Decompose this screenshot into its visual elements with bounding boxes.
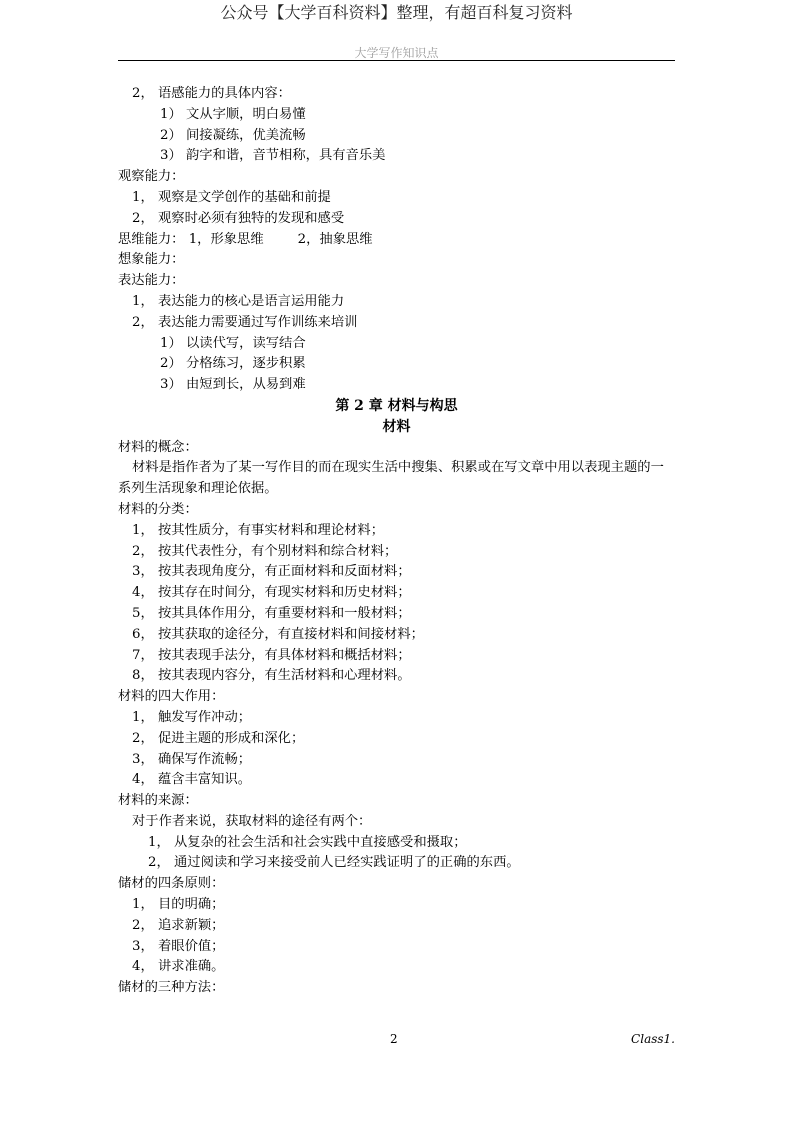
document-body [118, 84, 675, 999]
list-item: 1， 按其性质分，有事实材料和理论材料； [132, 522, 385, 538]
list-item: 5， 按其具体作用分，有重要材料和一般材料； [132, 605, 411, 621]
list-item: 2， 追求新颖； [132, 917, 225, 933]
list-item: 2， 按其代表性分，有个别材料和综合材料； [132, 543, 398, 559]
watermark-banner: 公众号【大学百科资料】整理，有超百科复习资料 [220, 3, 573, 22]
list-item: 3， 确保写作流畅； [132, 751, 252, 767]
thinking-ability-part2: 2，抽象思维 [297, 231, 373, 247]
source-label: 材料的来源： [118, 793, 198, 809]
list-item: 2， 通过阅读和学习来接受前人已经实践证明了的正确的东西。 [148, 855, 520, 871]
header-divider [118, 60, 675, 61]
list-item: 1） 文从字顺，明白易懂 [160, 106, 306, 122]
list-item: 2， 促进主题的形成和深化； [132, 730, 305, 746]
thinking-ability-line [118, 230, 675, 251]
list-item: 3， 按其表现角度分，有正面材料和反面材料； [132, 564, 411, 580]
thinking-ability-part1: 思维能力： 1，形象思维 [118, 231, 264, 247]
footer-class-label: Class1. [631, 1032, 675, 1046]
list-item: 2） 分格练习，逐步积累 [160, 356, 306, 372]
list-item: 1） 以读代写，读写结合 [160, 335, 306, 351]
source-intro: 对于作者来说，获取材料的途径有两个： [132, 813, 372, 829]
section-label: 观察能力： [118, 169, 185, 185]
principles-label: 储材的四条原则： [118, 876, 225, 892]
section-label: 表达能力： [118, 273, 185, 289]
list-item: 8， 按其表现内容分，有生活材料和心理材料。 [132, 668, 411, 684]
list-item: 7， 按其表现手法分，有具体材料和概括材料； [132, 647, 411, 663]
list-item: 4， 讲求准确。 [132, 959, 225, 975]
classification-label: 材料的分类： [118, 501, 198, 517]
list-item: 2， 观察时必须有独特的发现和感受 [132, 210, 345, 226]
page-number: 2 [390, 1032, 398, 1046]
section-label: 想象能力： [118, 252, 185, 268]
list-item: 6， 按其获取的途径分，有直接材料和间接材料； [132, 626, 424, 642]
chapter-title: 第 2 章 材料与构思 [335, 397, 458, 414]
list-item: 3） 韵字和谐，音节相称，具有音乐美 [160, 148, 386, 164]
list-item: 2） 间接凝练，优美流畅 [160, 127, 306, 143]
list-item: 2， 表达能力需要通过写作训练来培训 [132, 314, 358, 330]
list-item: 4， 蕴含丰富知识。 [132, 772, 252, 788]
list-item: 1， 观察是文学创作的基础和前提 [132, 189, 331, 205]
list-item: 3， 着眼价值； [132, 938, 225, 954]
list-item: 4， 按其存在时间分，有现实材料和历史材料； [132, 585, 411, 601]
running-head: 大学写作知识点 [354, 46, 439, 60]
list-item: 1， 目的明确； [132, 897, 225, 913]
section-title: 材料 [382, 418, 411, 435]
list-item: 3） 由短到长，从易到难 [160, 377, 306, 393]
list-item: 1， 触发写作冲动； [132, 709, 252, 725]
concept-paragraph: 材料是指作者为了某一写作目的而在现实生活中搜集、积累或在写文章中用以表现主题的一系列生活现象和理论依据。 [118, 460, 664, 497]
list-item: 1， 从复杂的社会生活和社会实践中直接感受和摄取； [148, 834, 467, 850]
functions-label: 材料的四大作用： [118, 689, 225, 705]
list-item: 2， 语感能力的具体内容： [132, 86, 291, 101]
concept-label: 材料的概念： [118, 439, 198, 455]
methods-label: 储材的三种方法： [118, 980, 225, 996]
list-item: 1， 表达能力的核心是语言运用能力 [132, 293, 345, 309]
